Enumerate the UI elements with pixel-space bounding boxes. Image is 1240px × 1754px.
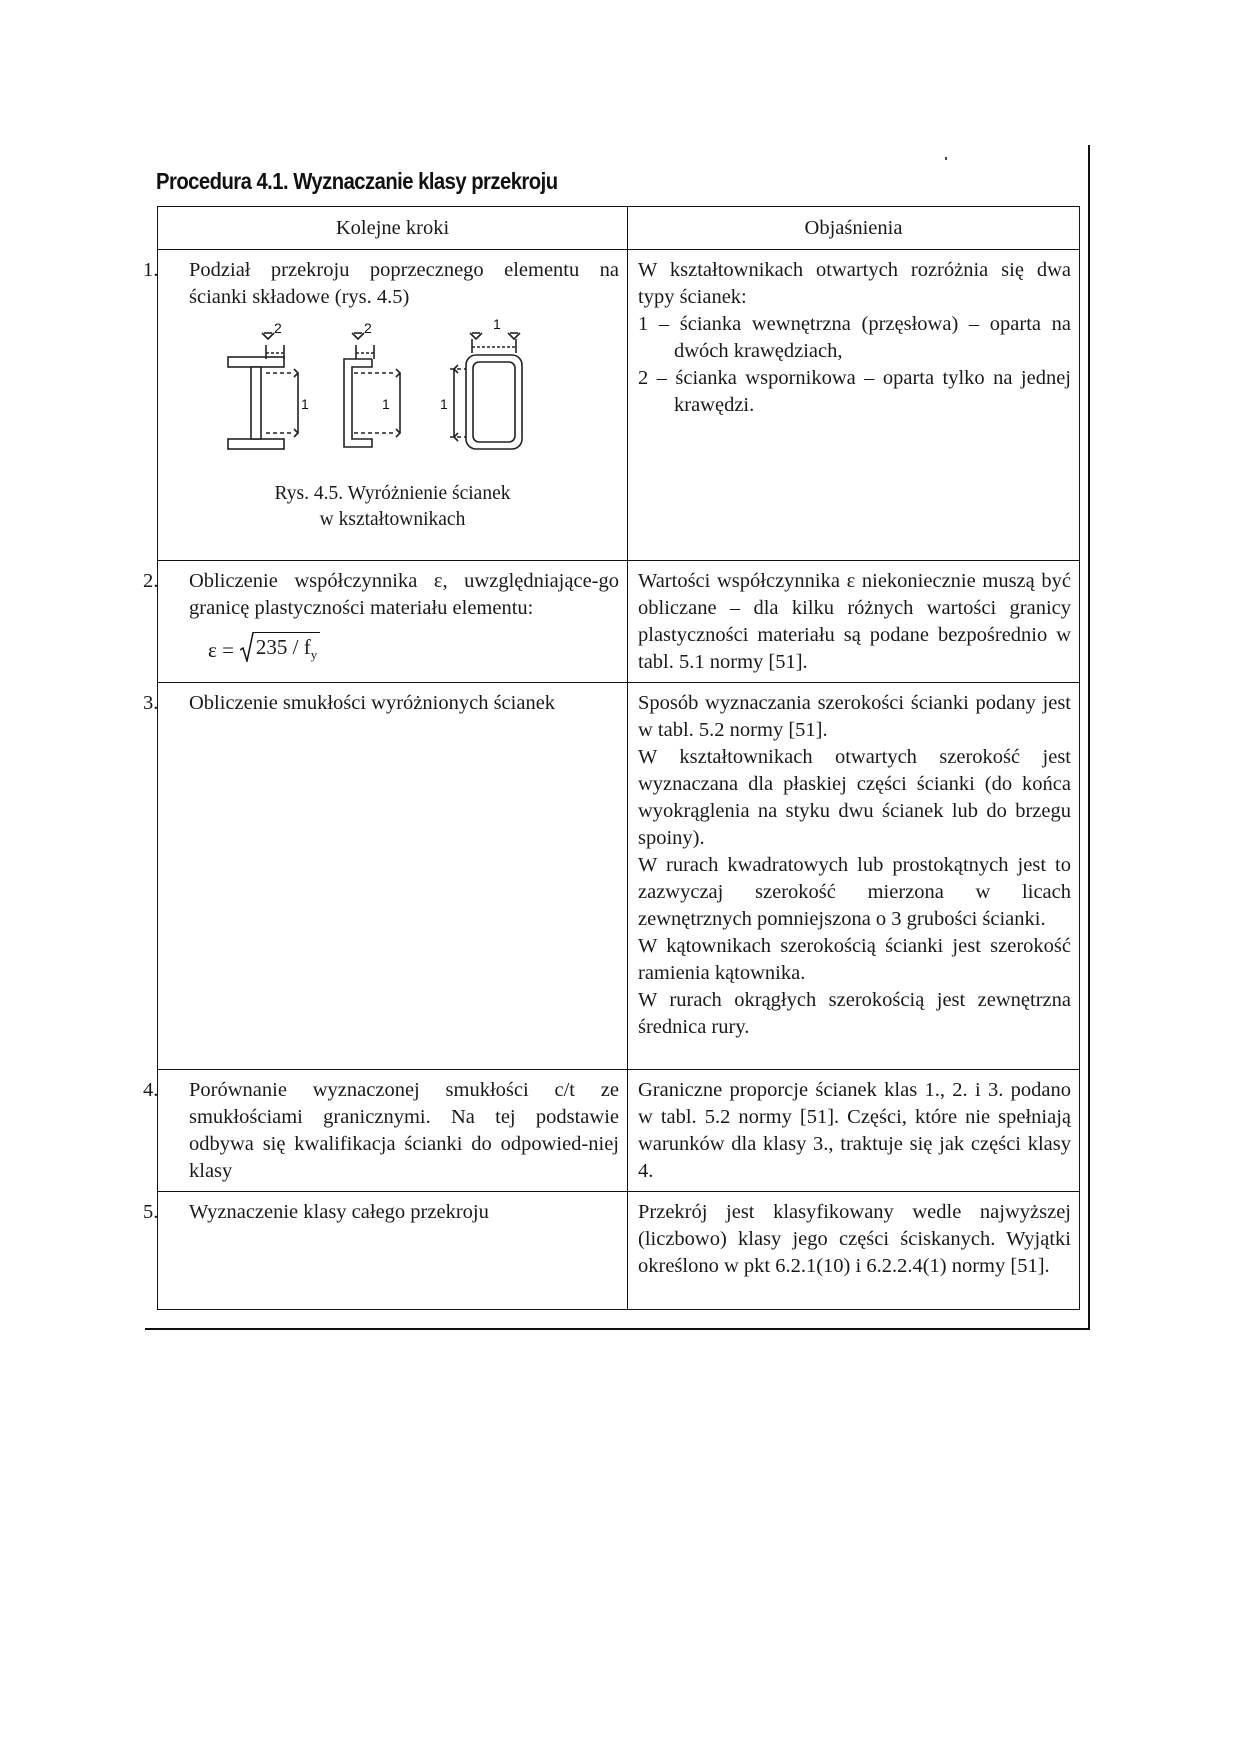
explanation-cell-4 [628, 1070, 1080, 1192]
step-cell-5 [143, 1192, 628, 1310]
table-row [158, 1070, 1080, 1192]
figure-caption [166, 481, 619, 533]
epsilon-formula [208, 632, 619, 668]
radicand-text: 235 / f [255, 635, 311, 659]
step-text-3 [143, 690, 619, 717]
table-row [158, 561, 1080, 683]
table-row [158, 250, 1080, 561]
step-cell-4 [143, 1070, 628, 1192]
table-row [158, 1192, 1080, 1310]
step-cell-2 [143, 561, 628, 683]
procedure-table [143, 206, 1080, 1310]
explanation-paragraph: W rurach kwadratowych lub prostokątnych jest to zazwyczaj szerokość mierzona w licach zewnętrznych pomniejszona o 3 grubości ścianki. [638, 854, 1071, 930]
procedure-title: Procedura 4.1. Wyznaczanie klasy przekroju [156, 168, 558, 194]
label-2-i-section: 2 [274, 320, 282, 336]
label-1-i-section: 1 [301, 396, 309, 412]
step-number: 4. [143, 1079, 159, 1101]
explanation-cell-5 [628, 1192, 1080, 1310]
frame-line-right [1088, 145, 1090, 1330]
cross-sections-figure [218, 319, 558, 469]
formula-radicand [254, 632, 320, 668]
step-description: Obliczenie współczynnika ε, uwzględniające-go granicę plastyczności materiału elementu: [189, 570, 619, 619]
step-description: Obliczenie smukłości wyróżnionych ścianek [189, 692, 556, 714]
explanation-cell-2 [628, 561, 1080, 683]
radical-sign-icon [240, 632, 254, 662]
step-number: 3. [143, 692, 159, 714]
explanation-item: 1 – ścianka wewnętrzna (przęsłowa) – oparta na dwóch krawędziach, [638, 313, 1071, 362]
header-explanations: Objaśnienia [628, 207, 1080, 250]
explanation-cell-3 [628, 683, 1080, 1070]
explanation-text: Przekrój jest klasyfikowany wedle najwyższej (liczbowo) klasy jego części ściskanych. Wyjątki określono w pkt 6.2.1(10) i 6.2.2.4(1) normy [51]. [638, 1201, 1071, 1277]
explanation-cell-1 [628, 250, 1080, 561]
label-1-rhs-side: 1 [440, 396, 448, 412]
caption-line-1: Rys. 4.5. Wyróżnienie ścianek [274, 483, 511, 504]
explanation-text: Graniczne proporcje ścianek klas 1., 2. i 3. podano w tabl. 5.2 normy [51]. Części, które nie spełniają warunków dla klasy 3., traktuje się jak części klasy 4. [638, 1079, 1071, 1182]
explanation-paragraph: W kształtownikach otwartych szerokość jest wyznaczana dla płaskiej części ścianki (do końca wyokrąglenia na styku dwu ścianek lub do brzegu spoiny). [638, 746, 1071, 849]
channel-section-shape [344, 333, 400, 447]
square-root [240, 632, 320, 668]
frame-line-bottom [145, 1328, 1090, 1330]
scan-speck [945, 157, 947, 160]
step-text-5 [143, 1199, 619, 1226]
caption-line-2: w kształtownikach [319, 509, 466, 530]
step-number: 1. [143, 259, 159, 281]
header-steps: Kolejne kroki [158, 207, 628, 250]
step-number: 2. [143, 570, 159, 592]
step-text-4 [143, 1077, 619, 1185]
formula-lhs: ε = [208, 637, 234, 662]
step-description: Podział przekroju poprzecznego elementu na ścianki składowe (rys. 4.5) [189, 259, 619, 308]
table-row [158, 683, 1080, 1070]
table-header-row [158, 207, 1080, 250]
step-cell-3 [143, 683, 628, 1070]
step-text-1 [143, 257, 619, 311]
step-description: Porównanie wyznaczonej smukłości c/t ze smukłościami granicznymi. Na tej podstawie odbywa się kwalifikacja ścianki do odpowied-niej klasy [189, 1079, 619, 1182]
radicand-subscript: y [310, 647, 318, 662]
i-section-shape [228, 333, 298, 449]
rhs-section-shape [450, 333, 522, 449]
step-number: 5. [143, 1201, 159, 1223]
label-1-rhs-top: 1 [493, 319, 501, 332]
label-2-channel-section: 2 [364, 320, 372, 336]
explanation-item: 2 – ścianka wspornikowa – oparta tylko na jednej krawędzi. [638, 367, 1071, 416]
explanation-intro: W kształtownikach otwartych rozróżnia się dwa typy ścianek: [638, 259, 1071, 308]
label-1-channel-section: 1 [382, 396, 390, 412]
step-description: Wyznaczenie klasy całego przekroju [189, 1201, 489, 1223]
step-cell-1 [143, 250, 628, 561]
explanation-text: Wartości współczynnika ε niekoniecznie muszą być obliczane – dla kilku różnych wartości granicy plastyczności materiału są podane bezpośrednio w tabl. 5.1 normy [51]. [638, 570, 1071, 673]
step-text-2 [143, 568, 619, 622]
explanation-paragraph: Sposób wyznaczania szerokości ścianki podany jest w tabl. 5.2 normy [51]. [638, 692, 1071, 741]
explanation-paragraph: W kątownikach szerokością ścianki jest szerokość ramienia kątownika. [638, 935, 1071, 984]
explanation-paragraph: W rurach okrągłych szerokością jest zewnętrzna średnica rury. [638, 989, 1071, 1038]
